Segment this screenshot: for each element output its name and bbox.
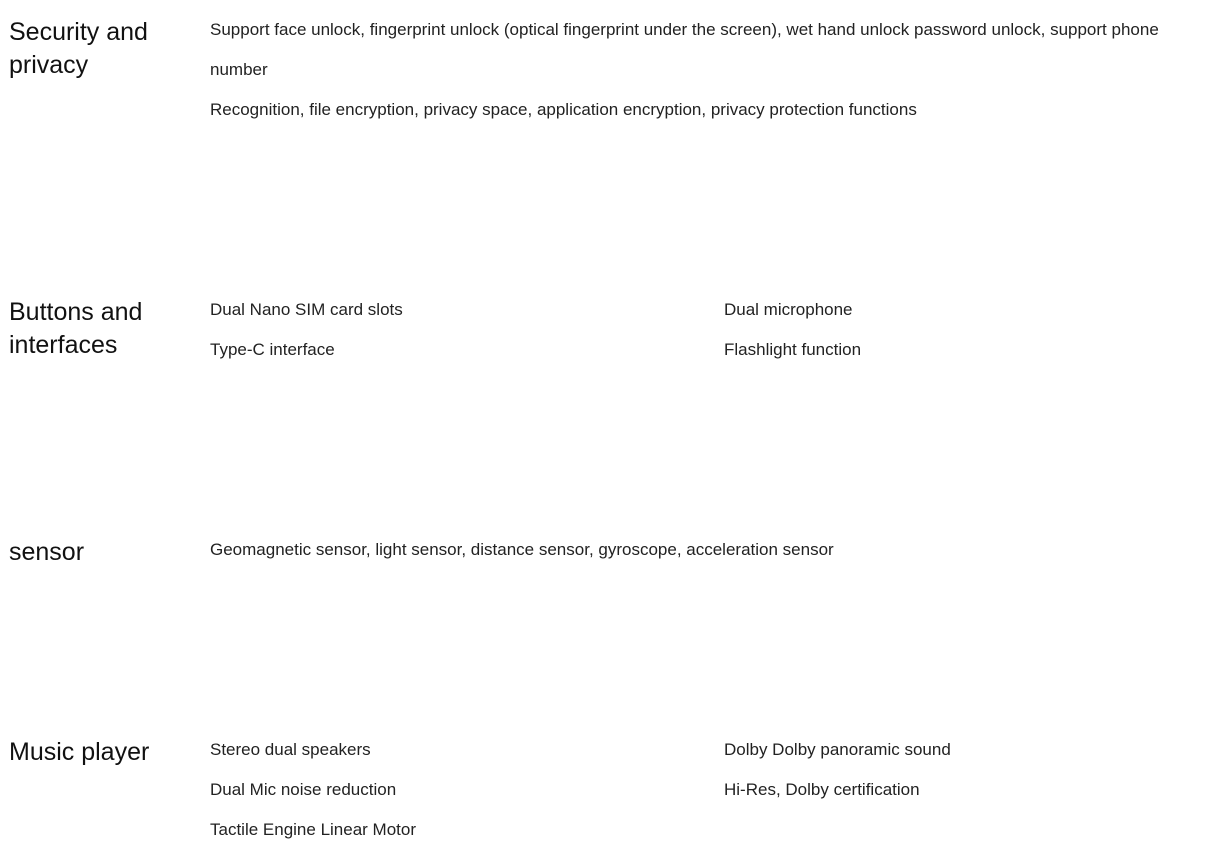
spec-item: Tactile Engine Linear Motor xyxy=(210,820,417,839)
spec-item: Flashlight function xyxy=(724,340,862,359)
spec-item: Dual Mic noise reduction xyxy=(210,780,397,799)
section-body-sensor xyxy=(210,530,1200,570)
spec-item: Dual Nano SIM card slots xyxy=(210,300,403,319)
spec-line: Support face unlock, fingerprint unlock (optical fingerprint under the screen), wet hand unlock password unlock, support phone number xyxy=(210,20,1159,79)
spec-item: Dolby Dolby panoramic sound xyxy=(724,740,951,759)
section-title-buttons-interfaces: Buttons and interfaces xyxy=(9,298,143,359)
spec-item: Stereo dual speakers xyxy=(210,740,371,759)
section-title-security-privacy: Security and privacy xyxy=(9,18,148,79)
section-body-music-player xyxy=(210,730,1200,850)
spec-item: Hi-Res, Dolby certification xyxy=(724,780,920,799)
spec-line: Recognition, file encryption, privacy space, application encryption, privacy protection functions xyxy=(210,100,917,119)
section-title-sensor: sensor xyxy=(9,538,85,566)
section-title-music-player: Music player xyxy=(9,738,150,766)
spec-line: Geomagnetic sensor, light sensor, distance sensor, gyroscope, acceleration sensor xyxy=(210,540,834,559)
spec-item: Type-C interface xyxy=(210,340,335,359)
section-body-buttons-interfaces xyxy=(210,290,1200,370)
section-body-security-privacy xyxy=(210,10,1200,130)
spec-item: Dual microphone xyxy=(724,300,853,319)
